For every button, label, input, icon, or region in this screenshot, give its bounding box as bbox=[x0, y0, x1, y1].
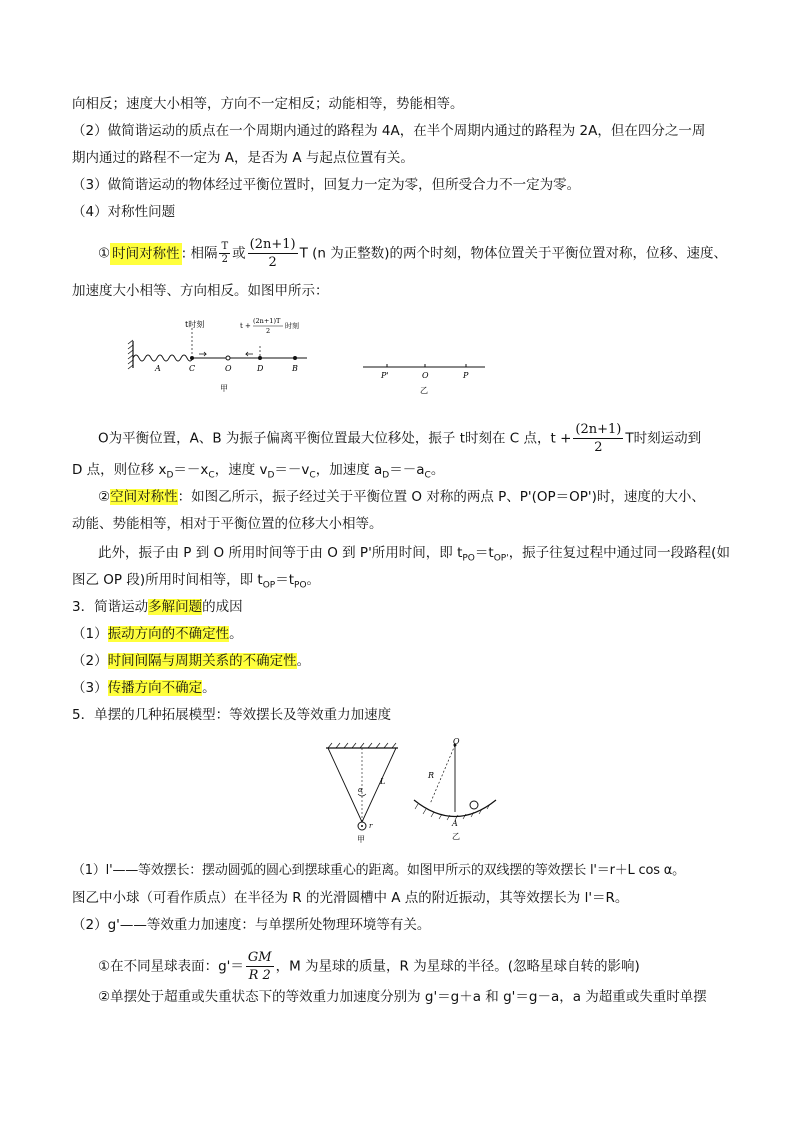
label-alpha: α bbox=[358, 786, 363, 794]
arrow-left-icon bbox=[246, 352, 253, 356]
symmetric-points-figure bbox=[360, 355, 490, 400]
section-3-item-2: （2）时间间隔与周期关系的不确定性。 bbox=[72, 653, 311, 669]
time-symmetry-line bbox=[98, 236, 727, 271]
spring-oscillator-figure bbox=[125, 316, 315, 396]
arrow-right-icon bbox=[199, 352, 206, 356]
fraction: $\frac{(2n+1)}{2}$ bbox=[575, 422, 622, 455]
label-t2-post: 时刻 bbox=[285, 322, 299, 330]
circular-groove-figure bbox=[410, 738, 500, 848]
text-line: 加速度大小相等、方向相反。如图甲所示： bbox=[72, 283, 329, 299]
space-symmetry-line: ②空间对称性：如图乙所示，振子经过关于平衡位置 O 对称的两点 P、P'(OP＝OP')时，速度的大小、 bbox=[98, 489, 705, 505]
point-d bbox=[258, 356, 262, 360]
o-paragraph-line2: D 点，则位移 $x_D=-x_C$，速度 $v_D=-v_C$，加速度 $a_D=-a_C$。 bbox=[72, 462, 445, 481]
highlight-term: 时间间隔与周期关系的不确定性 bbox=[107, 653, 297, 669]
section-3-heading: 3．简谐运动多解问题的成因 bbox=[72, 599, 243, 615]
figure-label-yi: 乙 bbox=[452, 832, 460, 841]
text-line: 期内通过的路程不一定为 A，是否为 A 与起点位置有关。 bbox=[72, 150, 414, 166]
text-line: （1）l'——等效摆长：摆动圆弧的圆心到摆球重心的距离。如图甲所示的双线摆的等效摆长 l'＝r＋L cos α。 bbox=[72, 863, 685, 878]
figure-label-yi: 乙 bbox=[420, 386, 428, 395]
label-t2-pre: t + bbox=[240, 322, 251, 330]
ball bbox=[470, 801, 478, 809]
highlight-term: 振动方向的不确定性 bbox=[107, 626, 230, 642]
label-p: P bbox=[463, 371, 469, 380]
circled-number: ① bbox=[98, 245, 111, 262]
extra-line2: 图乙 OP 段)所用时间相等，即 $t_{OP}=t_{PO}$。 bbox=[72, 572, 321, 591]
double-string-pendulum-figure bbox=[322, 742, 402, 847]
label-o: O bbox=[422, 371, 429, 380]
label-o: O bbox=[225, 364, 232, 373]
text-line: 动能、势能相等，相对于平衡位置的位移大小相等。 bbox=[72, 516, 383, 532]
text-line: （2）做简谐运动的质点在一个周期内通过的路程为 4A，在半个周期内通过的路程为 2A，但在四分之一周 bbox=[72, 123, 706, 139]
spring-coil bbox=[133, 355, 193, 361]
label-b: B bbox=[292, 364, 298, 373]
fraction: $\frac{T}{2}$ bbox=[221, 241, 229, 265]
text-line: （2）g'——等效重力加速度：与单摆所处物理环境等有关。 bbox=[72, 917, 431, 933]
highlight-term: 空间对称性 bbox=[110, 489, 178, 505]
g-item-1: ①在不同星球表面：g'＝ $\frac{GM}{R 2}$ ，M 为星球的质量，R 为星球的半径。(忽略星球自转的影响) bbox=[98, 950, 640, 983]
section-3-item-1: （1）振动方向的不确定性。 bbox=[72, 626, 243, 642]
label-c: C bbox=[189, 364, 196, 373]
text: : 相隔 bbox=[181, 245, 218, 262]
figure-label-jia: 甲 bbox=[220, 384, 228, 393]
label-r: r bbox=[369, 822, 373, 830]
text-line: 图乙中小球（可看作质点）在半径为 R 的光滑圆槽中 A 点的附近振动，其等效摆长为 l'＝R。 bbox=[72, 890, 629, 906]
label-p-prime: P' bbox=[381, 371, 389, 380]
point-o bbox=[226, 356, 230, 360]
point-c bbox=[190, 356, 194, 360]
section-heading: （4）对称性问题 bbox=[72, 204, 176, 220]
fraction: $\frac{GM}{R 2}$ bbox=[247, 950, 272, 983]
fraction: $\frac{(2n+1)}{2}$ bbox=[249, 237, 296, 270]
text: O为平衡位置，A、B 为振子偏离平衡位置最大位移处，振子 t时刻在 C 点，t + bbox=[98, 430, 572, 447]
o-paragraph-line bbox=[98, 421, 701, 456]
label-r: R bbox=[428, 771, 435, 780]
text-line: 向相反；速度大小相等，方向不一定相反；动能相等，势能相等。 bbox=[72, 96, 464, 112]
label-d: D bbox=[257, 364, 264, 373]
label-o: O bbox=[453, 738, 460, 746]
label-t2-den: 2 bbox=[266, 327, 271, 335]
highlight-term: 时间对称性 bbox=[110, 243, 182, 265]
label-a: A bbox=[452, 819, 458, 828]
label-t-time: t时刻 bbox=[185, 320, 205, 329]
text: 或 bbox=[232, 245, 246, 262]
label-a: A bbox=[155, 364, 161, 373]
point-b bbox=[293, 356, 297, 360]
figure-label-jia: 甲 bbox=[357, 835, 365, 844]
label-l: L bbox=[380, 777, 386, 786]
label-t2-num: (2n+1)T bbox=[253, 317, 281, 325]
section-5-heading: 5．单摆的几种拓展模型：等效摆长及等效重力加速度 bbox=[72, 707, 392, 723]
extra-line: 此外，振子由 P 到 O 所用时间等于由 O 到 P'所用时间，即 $t_{PO}=t_{OP'}$，振子往复过程中通过同一段路程(如 bbox=[98, 545, 730, 564]
section-3-item-3: （3）传播方向不确定。 bbox=[72, 680, 216, 696]
text-line: ②单摆处于超重或失重状态下的等效重力加速度分别为 g'＝g＋a 和 g'＝g－a，a 为超重或失重时单摆 bbox=[98, 989, 707, 1005]
text: T (n 为正整数)的两个时刻，物体位置关于平衡位置对称，位移、速度、 bbox=[299, 245, 727, 262]
highlight-term: 传播方向不确定 bbox=[107, 680, 203, 696]
text-line: （3）做简谐运动的物体经过平衡位置时，回复力一定为零，但所受合力不一定为零。 bbox=[72, 177, 581, 193]
highlight-term: 多解问题 bbox=[148, 599, 203, 615]
text: T时刻运动到 bbox=[625, 430, 702, 447]
